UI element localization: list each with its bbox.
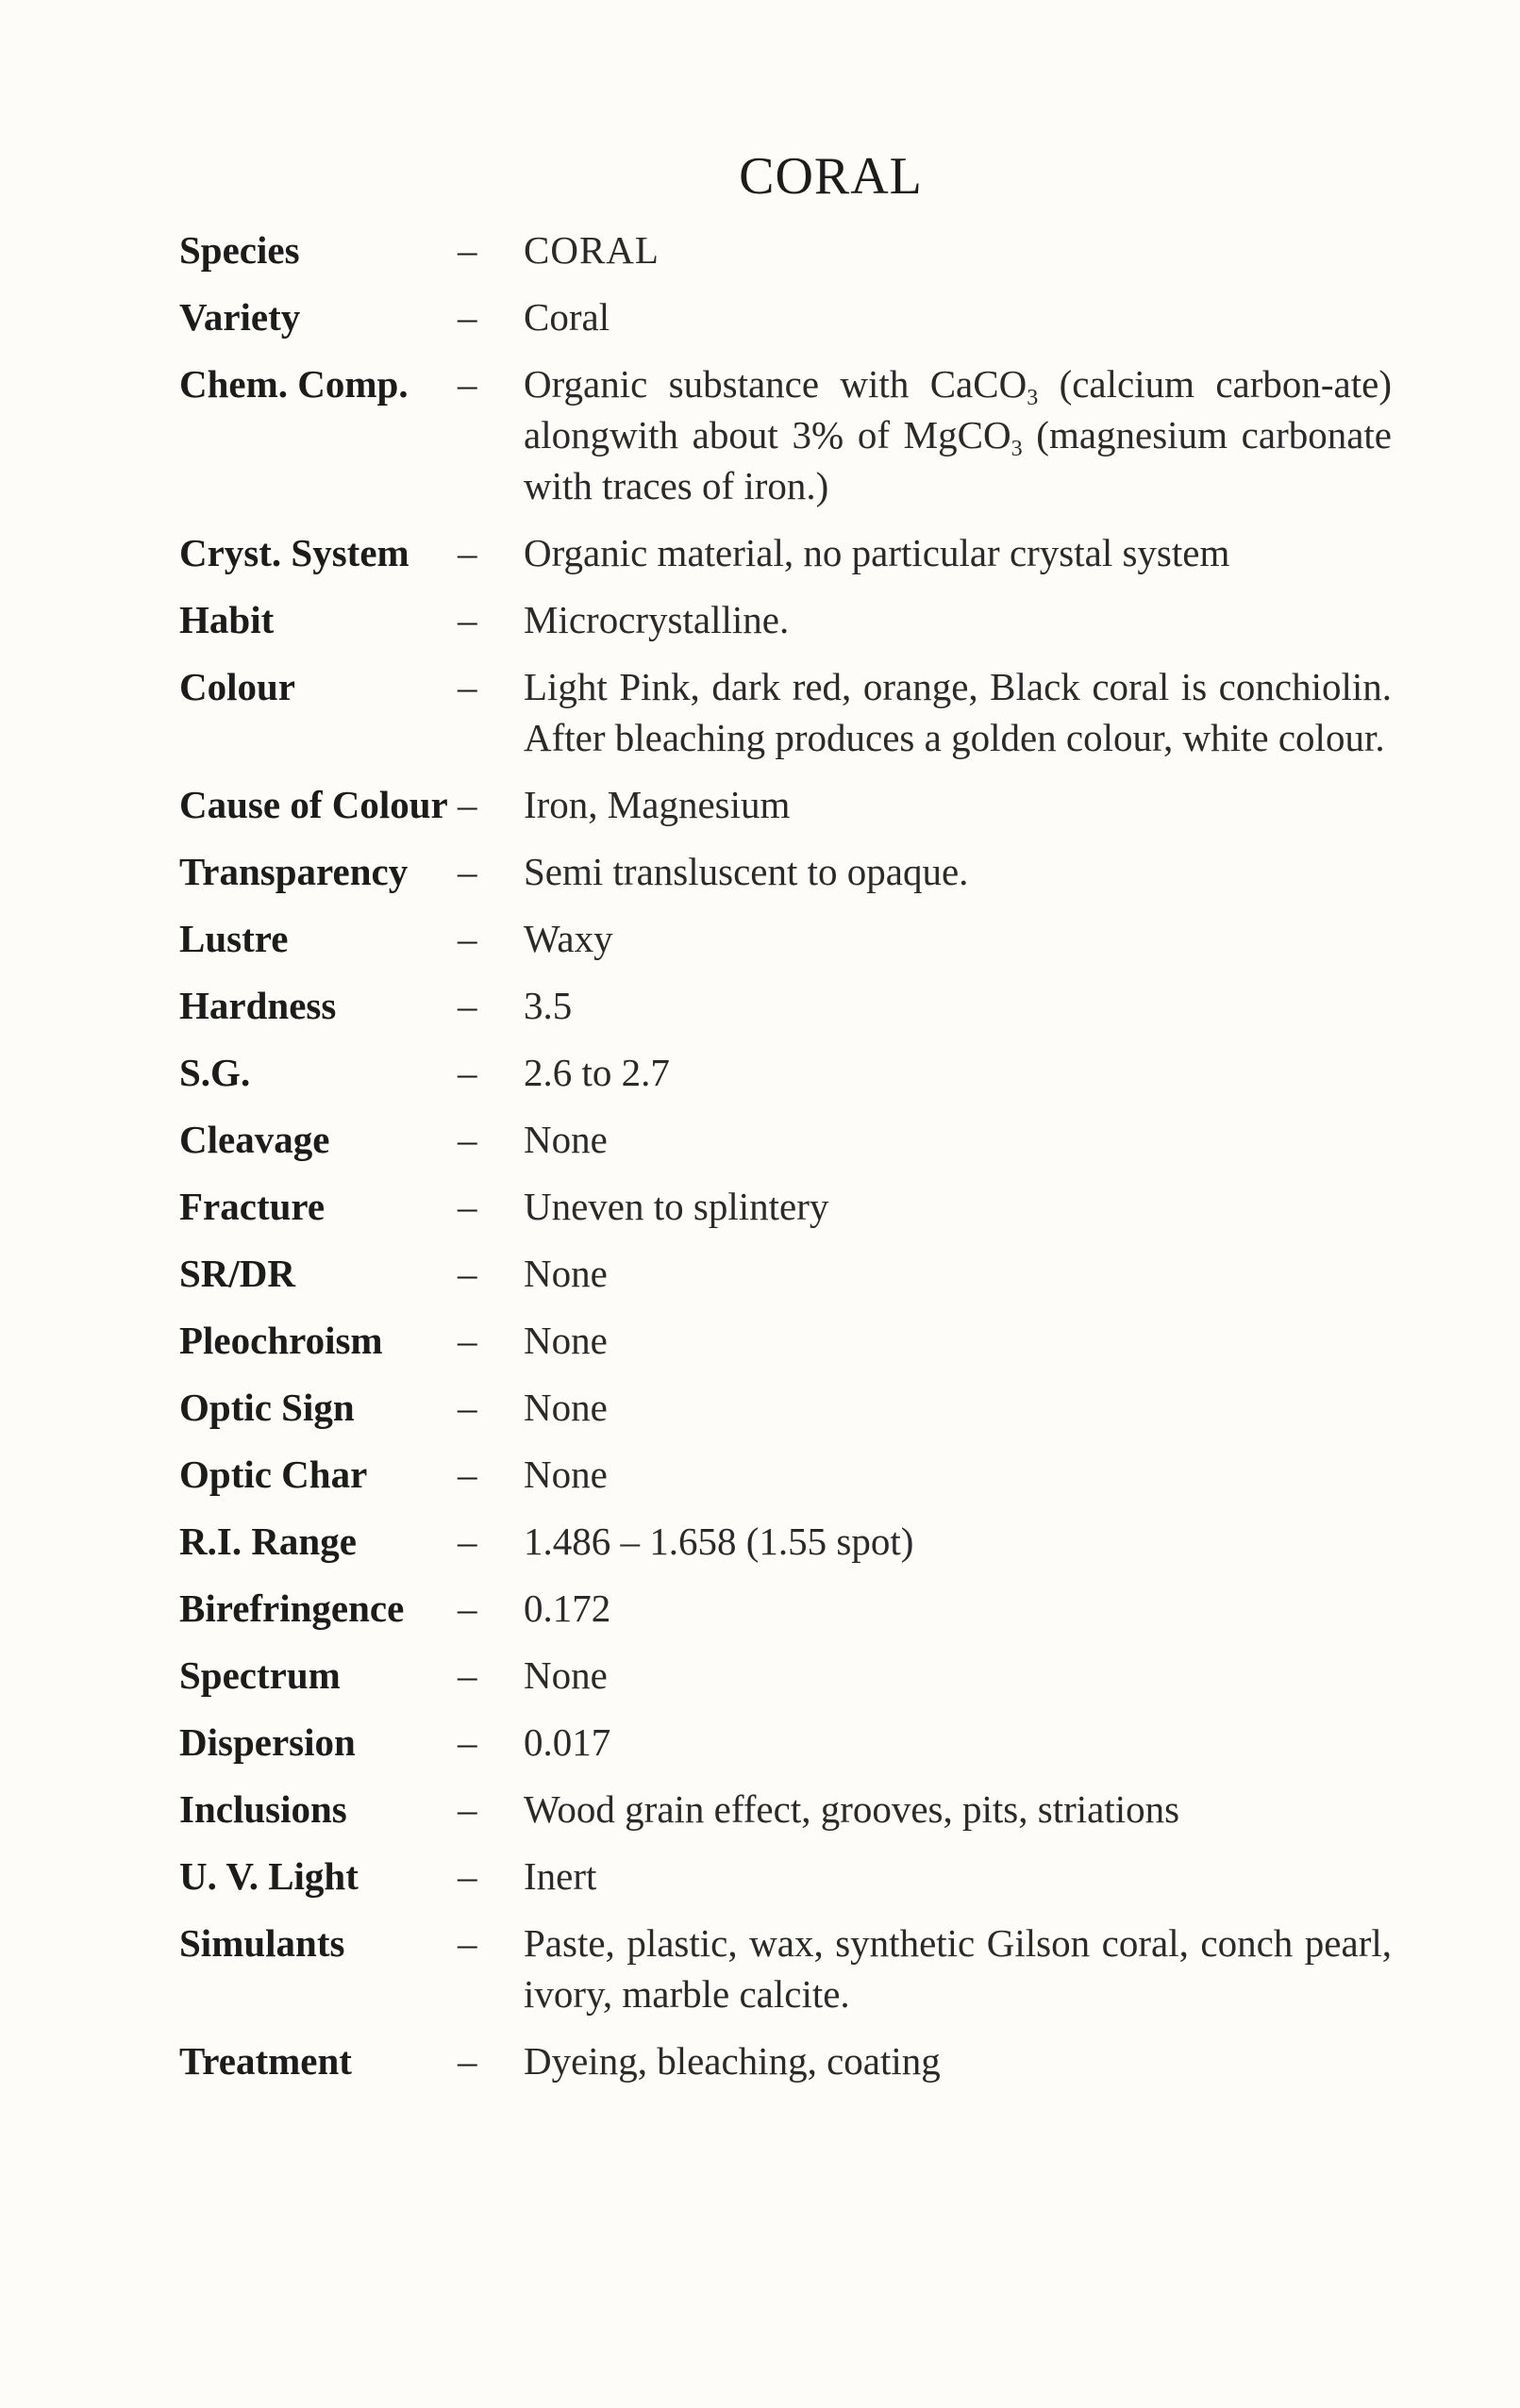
dash: –: [458, 1854, 477, 1898]
label-uv-light: U. V. Light: [179, 1854, 359, 1898]
dash: –: [458, 917, 477, 960]
row-sg: [179, 1047, 1406, 1098]
chem-comp-text-3: (magnesium carbonate with traces of iron.): [524, 413, 1393, 507]
label-sr-dr: SR/DR: [179, 1252, 296, 1295]
dash: –: [458, 1252, 477, 1295]
row-colour: [179, 661, 1406, 763]
chem-comp-text-2: (calcium carbon-ate) alongwith about 3% of MgCO: [524, 362, 1392, 457]
row-optic-char: [179, 1449, 1406, 1500]
row-hardness: [179, 980, 1406, 1031]
row-treatment: [179, 2035, 1406, 2086]
label-lustre: Lustre: [179, 917, 289, 960]
label-cleavage: Cleavage: [179, 1118, 330, 1161]
value-transparency: Semi transluscent to opaque.: [524, 850, 969, 893]
value-dispersion: 0.017: [524, 1720, 611, 1764]
label-optic-char: Optic Char: [179, 1453, 368, 1496]
row-ri-range: [179, 1516, 1406, 1567]
value-spectrum: None: [524, 1653, 608, 1697]
value-sg: 2.6 to 2.7: [524, 1051, 670, 1094]
label-optic-sign: Optic Sign: [179, 1386, 355, 1429]
label-hardness: Hardness: [179, 984, 337, 1027]
value-optic-char: None: [524, 1453, 608, 1496]
value-birefringence: 0.172: [524, 1586, 611, 1630]
subscript: 3: [1011, 437, 1023, 461]
row-lustre: [179, 913, 1406, 964]
chem-comp-text-1: Organic substance with CaCO: [524, 362, 1027, 406]
row-dispersion: [179, 1717, 1406, 1768]
value-cryst-system: Organic material, no particular crystal system: [524, 531, 1230, 574]
dash: –: [458, 295, 477, 339]
value-chem-comp: [524, 358, 1392, 511]
row-birefringence: [179, 1583, 1406, 1634]
page-title: CORAL: [739, 147, 923, 206]
label-colour: Colour: [179, 665, 295, 708]
dash: –: [458, 1787, 477, 1831]
value-pleochroism: None: [524, 1319, 608, 1362]
dash: –: [458, 1185, 477, 1228]
row-cryst-system: [179, 527, 1406, 578]
row-species: [179, 224, 1406, 275]
value-sr-dr: None: [524, 1252, 608, 1295]
row-cause-of-colour: [179, 779, 1406, 830]
label-inclusions: Inclusions: [179, 1787, 347, 1831]
label-sg: S.G.: [179, 1051, 251, 1094]
dash: –: [458, 598, 477, 641]
row-transparency: [179, 846, 1406, 897]
label-ri-range: R.I. Range: [179, 1520, 357, 1563]
row-sr-dr: [179, 1248, 1406, 1299]
value-inclusions: Wood grain effect, grooves, pits, striations: [524, 1787, 1180, 1831]
row-variety: [179, 291, 1406, 342]
value-simulants: Paste, plastic, wax, synthetic Gilson coral, conch pearl, ivory, marble calcite.: [524, 1921, 1392, 2016]
dash: –: [458, 228, 477, 272]
dash: –: [458, 1520, 477, 1563]
label-treatment: Treatment: [179, 2039, 352, 2083]
dash: –: [458, 783, 477, 826]
label-pleochroism: Pleochroism: [179, 1319, 383, 1362]
dash: –: [458, 1720, 477, 1764]
dash: –: [458, 850, 477, 893]
subscript: 3: [1027, 386, 1039, 410]
value-treatment: Dyeing, bleaching, coating: [524, 2039, 941, 2083]
label-dispersion: Dispersion: [179, 1720, 356, 1764]
dash: –: [458, 2039, 477, 2083]
dash: –: [458, 1586, 477, 1630]
row-simulants: [179, 1918, 1406, 2019]
label-habit: Habit: [179, 598, 275, 641]
value-hardness: 3.5: [524, 984, 573, 1027]
row-fracture: [179, 1181, 1406, 1232]
label-species: Species: [179, 228, 300, 272]
row-optic-sign: [179, 1382, 1406, 1433]
dash: –: [458, 1051, 477, 1094]
row-pleochroism: [179, 1315, 1406, 1366]
row-chem-comp: [179, 358, 1406, 511]
label-simulants: Simulants: [179, 1921, 345, 1965]
dash: –: [458, 531, 477, 574]
label-fracture: Fracture: [179, 1185, 326, 1228]
value-cleavage: None: [524, 1118, 608, 1161]
value-species: CORAL: [524, 228, 660, 272]
dash: –: [458, 665, 477, 708]
label-birefringence: Birefringence: [179, 1586, 405, 1630]
value-uv-light: Inert: [524, 1854, 597, 1898]
dash: –: [458, 362, 477, 406]
dash: –: [458, 1386, 477, 1429]
value-lustre: Waxy: [524, 917, 613, 960]
value-optic-sign: None: [524, 1386, 608, 1429]
dash: –: [458, 1653, 477, 1697]
row-uv-light: [179, 1851, 1406, 1901]
value-variety: Coral: [524, 295, 610, 339]
dash: –: [458, 1453, 477, 1496]
row-habit: [179, 594, 1406, 645]
label-chem-comp: Chem. Comp.: [179, 362, 409, 406]
dash: –: [458, 1118, 477, 1161]
value-habit: Microcrystalline.: [524, 598, 790, 641]
label-variety: Variety: [179, 295, 301, 339]
dash: –: [458, 1921, 477, 1965]
value-fracture: Uneven to splintery: [524, 1185, 829, 1228]
row-spectrum: [179, 1650, 1406, 1701]
label-cause-of-colour: Cause of Colour: [179, 783, 448, 826]
value-ri-range: 1.486 – 1.658 (1.55 spot): [524, 1520, 914, 1563]
row-cleavage: [179, 1114, 1406, 1165]
row-inclusions: [179, 1784, 1406, 1835]
label-transparency: Transparency: [179, 850, 409, 893]
property-list: [179, 224, 1406, 2102]
label-spectrum: Spectrum: [179, 1653, 341, 1697]
value-colour: Light Pink, dark red, orange, Black coral is conchiolin. After bleaching produces a golden colour, white colour.: [524, 665, 1392, 759]
value-cause-of-colour: Iron, Magnesium: [524, 783, 791, 826]
label-cryst-system: Cryst. System: [179, 531, 409, 574]
dash: –: [458, 1319, 477, 1362]
dash: –: [458, 984, 477, 1027]
